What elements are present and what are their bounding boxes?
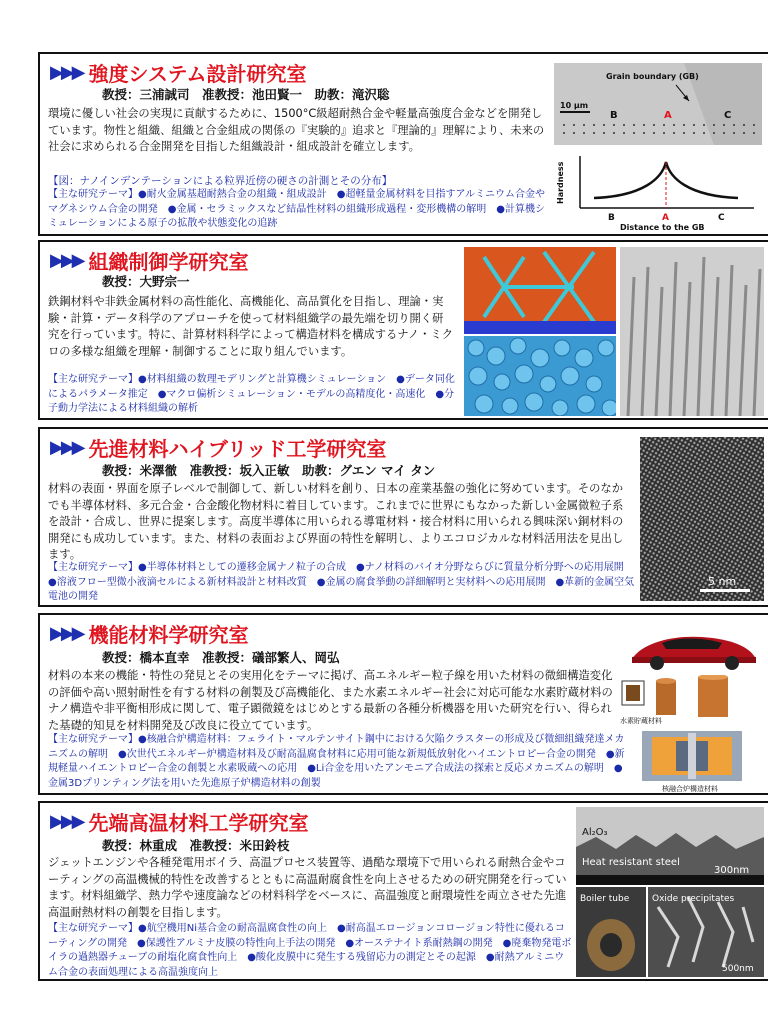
grain-boundary-label: Grain boundary (GB) xyxy=(606,72,699,81)
research-themes: 【主な研究テーマ】●耐火金属基超耐熱合金の組織・組成設計 ●超軽量金属材料を目指すアルミニウム合金やマグネシウム合金の開発 ●金属・セラミックスなど結晶性材料の組織形成過程・変形機構の解明 ●計算機シミュレーションによる原子の拡散や状態変化の追跡 xyxy=(48,189,545,229)
oxide-precipitates-image xyxy=(648,887,764,977)
lab-title-row xyxy=(50,433,386,462)
grain-structure-image xyxy=(464,336,616,416)
columnar-dendrite-image xyxy=(620,247,764,416)
lab-title-row xyxy=(50,807,309,836)
boiler-tube-label: Boiler tube xyxy=(580,894,630,904)
scale-bar-label-1: 300nm xyxy=(714,865,750,876)
triple-arrow-icon: ▶▶▶ xyxy=(50,62,83,83)
lab-section-high-temp xyxy=(38,801,768,981)
fusion-material-label: 核融合炉構造材料 xyxy=(662,785,718,793)
lab-title: 先進材料ハイブリッド工学研究室 xyxy=(88,437,387,461)
lab-title-row xyxy=(50,58,307,87)
lab-section-functional xyxy=(38,613,768,795)
point-c-label: C xyxy=(724,110,732,121)
triple-arrow-icon: ▶▶▶ xyxy=(50,623,83,644)
triple-arrow-icon: ▶▶▶ xyxy=(50,250,83,271)
scale-bar-label: 10 μm xyxy=(560,101,589,110)
tem-lattice-image xyxy=(640,437,764,601)
heat-resistant-steel-label: Heat resistant steel xyxy=(582,857,680,868)
graph-b-label: B xyxy=(608,213,615,223)
dendrite-simulation-image xyxy=(464,247,616,334)
lab-staff: 教授：米澤徹 准教授：坂入正敏 助教：グエン マイ タン xyxy=(102,463,436,478)
graph-c-label: C xyxy=(718,213,725,223)
hardness-profile-graph xyxy=(554,148,762,232)
graph-a-label: A xyxy=(662,213,669,223)
point-a-label: A xyxy=(664,110,672,121)
research-themes: 【主な研究テーマ】●核融合炉構造材料：フェライト・マルテンサイト鋼中における欠陥クラスターの形成及び微細組織発達メカニズムの解明 ●次世代エネルギー炉構造材料及び耐高温腐食材料に応用可能な新規低放射化ハイエントロピー合金の開発 ●新規軽量ハイエントロピー合金の創製と水素吸蔵への応用 ●Li合金を用いたアンモニア合成法の探索と反応メカニズムの解明 ●金属3Dプリンティング法を用いた先進原子炉構造材料の創製 xyxy=(48,734,625,789)
lab-staff: 教授：林重成 准教授：米田鈴枝 xyxy=(102,838,290,853)
lab-title: 強度システム設計研究室 xyxy=(88,62,307,86)
oxide-layer-image xyxy=(576,807,764,885)
scale-bar-label: 5 nm xyxy=(708,575,737,588)
hydrogen-storage-image xyxy=(620,675,764,727)
x-axis-label: Distance to the GB xyxy=(620,223,705,232)
lab-title-row xyxy=(50,246,249,275)
figure-caption: 【図：ナノインデンテーションによる粒界近傍の硬さの計測とその分布】 xyxy=(48,175,393,187)
fuel-cell-car-image xyxy=(622,623,764,673)
sem-micrograph-image xyxy=(554,63,762,145)
research-themes: 【主な研究テーマ】●航空機用Ni基合金の耐高温腐食性の向上 ●耐高温エロージョンコロージョン特性に優れるコーティングの開発 ●保護性アルミナ皮膜の特性向上手法の開発 ●オーステナイト系耐熱鋼の開発 ●廃棄物発電ボイラの過熱器チューブの耐塩化腐食性向上 ●酸化皮膜中に発生する残留応力の測定とその起源 ●耐熱アルミニウム合金の表面処理による高温強度向上 xyxy=(48,923,572,978)
boiler-tube-image xyxy=(576,887,646,977)
al2o3-label: Al₂O₃ xyxy=(582,827,608,838)
fusion-reactor-image xyxy=(622,729,764,793)
lab-description: 材料の本来の機能・特性の発見とその実用化をテーマに掲げ、高エネルギー粒子線を用いた材料の微細構造変化の評価や高い照射耐性を有する材料の創製及び高機能化、また水素エネルギー社会に対応可能な水素貯蔵材料のナノ構造や非平衡相形成に関して、電子顕微鏡をはじめとする最新の各種分析機器を用いた研究を行い、得られた基礎的知見を材料開発及び改良に役立てています。 xyxy=(48,669,613,732)
lab-section-microstructure xyxy=(38,240,768,420)
lab-staff: 教授：大野宗一 xyxy=(102,274,190,289)
y-axis-label: Hardness xyxy=(556,161,565,204)
lab-title: 先端高温材料工学研究室 xyxy=(88,811,309,835)
lab-staff: 教授：橋本直幸 准教授：礒部繁人、岡弘 xyxy=(102,650,340,665)
research-themes: 【主な研究テーマ】●半導体材料としての遷移金属ナノ粒子の合成 ●ナノ材料のバイオ分野ならびに質量分析分野への応用展開 ●溶液フロー型微小液滴セルによる新材料設計と材料改質 ●金属の腐食挙動の詳細解明と実材料への応用展開 ●革新的金属空気電池の開発 xyxy=(48,562,635,602)
point-b-label: B xyxy=(610,110,618,121)
lab-title-row xyxy=(50,619,249,648)
triple-arrow-icon: ▶▶▶ xyxy=(50,811,83,832)
lab-staff: 教授：三浦誠司 准教授：池田賢一 助教：滝沢聡 xyxy=(102,87,390,102)
lab-description: 環境に優しい社会の実現に貢献するために、1500°C級超耐熱合金や軽量高強度合金などを開発しています。物性と組織、組織と合金組成の関係の『実験的』追求と『理論的』理解により、未来の社会に求められる合金開発を目指した組織設計・組成設計を確立します。 xyxy=(48,107,545,153)
lab-title: 機能材料学研究室 xyxy=(88,623,249,647)
scale-bar-label-2: 500nm xyxy=(722,964,754,974)
lab-description: 材料の表面・界面を原子レベルで制御して、新しい材料を創り、日本の産業基盤の強化に努めています。そのなかでも半導体材料、多元合金・合金酸化物材料に着目しています。これまでに世界にもなかった新しい金属微粒子系を設計・合成し、世界に提案します。高度半導体に用いられる導電材料・接合材料に用いられる興味深い銅材料の開発にも成功しています。また、材料の表面および界面の特性を解明し、よりエコロジカルな材料活用法を見出します。 xyxy=(48,482,624,561)
hydrogen-storage-label: 水素貯蔵材料 xyxy=(620,717,662,725)
triple-arrow-icon: ▶▶▶ xyxy=(50,437,83,458)
lab-title: 組織制御学研究室 xyxy=(88,250,249,274)
lab-description: 鉄鋼材料や非鉄金属材料の高性能化、高機能化、高品質化を目指し、理論・実験・計算・データ科学のアプローチを使って材料組織学の最先端を切り開く研究を行っています。特に、計算材料科学によって構造材料を構成するナノ・ミクロの多様な組織を理解・制御することに取り組んでいます。 xyxy=(48,295,453,358)
research-themes: 【主な研究テーマ】●材料組織の数理モデリングと計算機シミュレーション ●データ同化によるパラメータ推定 ●マクロ偏析シミュレーション・モデルの高精度化・高速化 ●分子動力学法による材料組織の解析 xyxy=(48,374,455,414)
lab-section-hybrid xyxy=(38,427,768,607)
oxide-precipitates-label: Oxide precipitates xyxy=(652,894,735,904)
lab-section-strength xyxy=(38,52,768,236)
lab-description: ジェットエンジンや各種発電用ボイラ、高温プロセス装置等、過酷な環境下で用いられる耐熱合金やコーティングの高温機械的特性を改善するとともに高温耐腐食性を向上させるための研究開発を行っています。材料組織学、熱力学や速度論などの材料科学をベースに、高温強度と耐環境性を両立させた先進高温耐熱材料の創製を目指します。 xyxy=(48,856,567,919)
